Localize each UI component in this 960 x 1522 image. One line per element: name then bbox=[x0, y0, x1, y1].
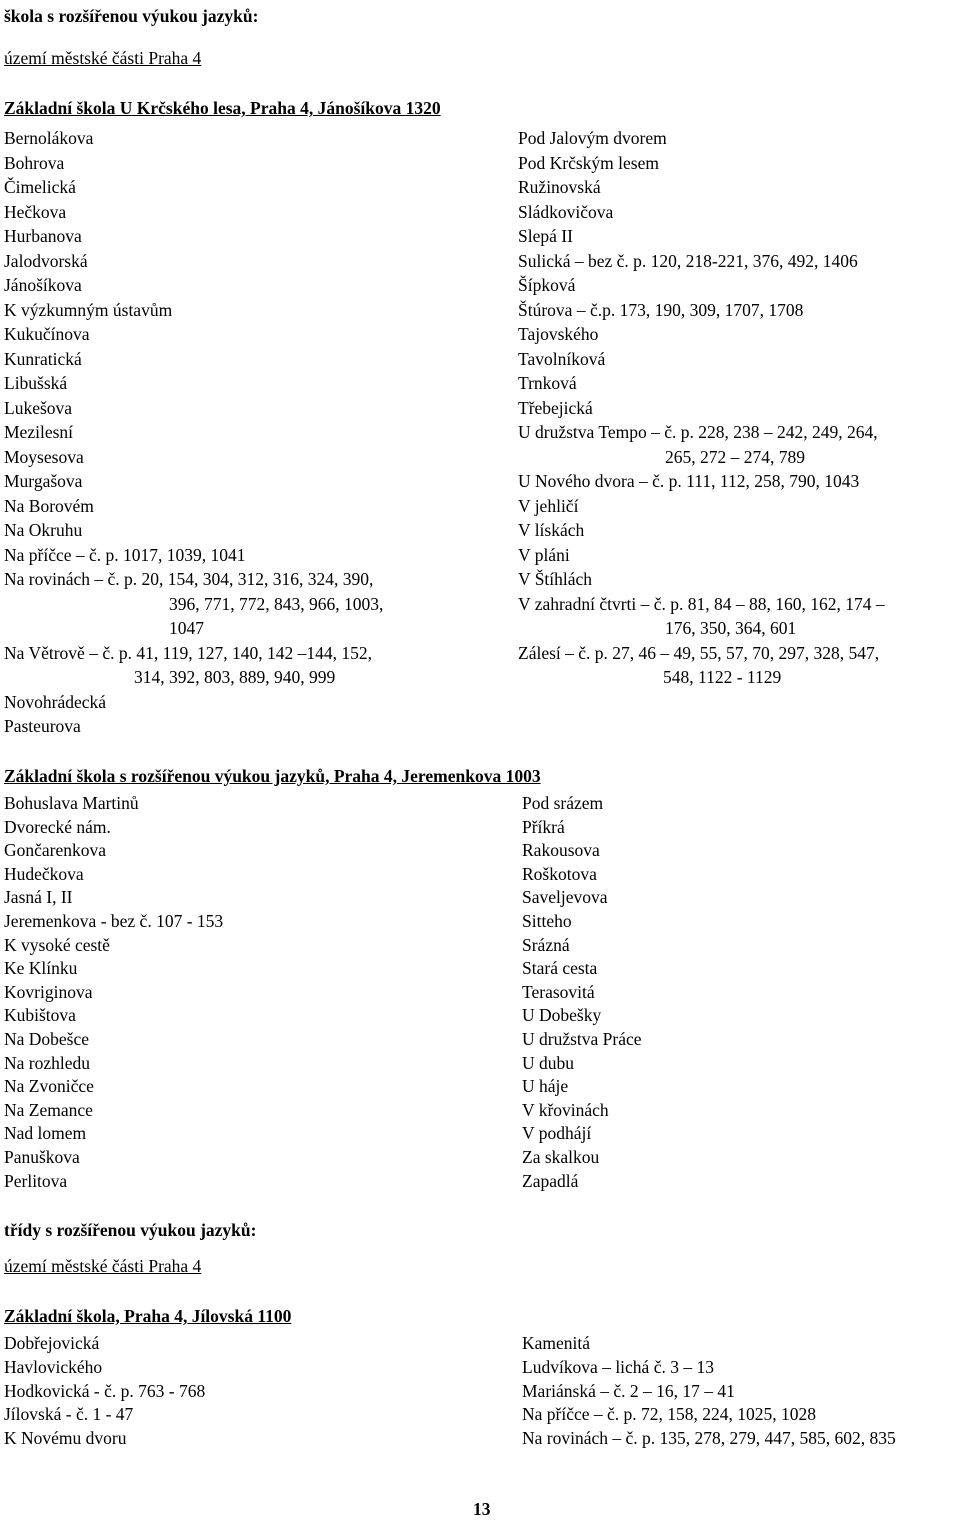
list-item: Jeremenkova - bez č. 107 - 153 bbox=[4, 910, 224, 931]
list-item: Šípková bbox=[518, 275, 576, 295]
list-item: Kovriginova bbox=[4, 981, 93, 1002]
list-item: Sulická – bez č. p. 120, 218-221, 376, 492, 1406 bbox=[518, 250, 858, 271]
list-item: Na rovinách – č. p. 135, 278, 279, 447, 585, 602, 835 bbox=[522, 1428, 896, 1449]
list-item: Hodkovická - č. p. 763 - 768 bbox=[4, 1380, 206, 1401]
list-item: V Štíhlách bbox=[518, 569, 593, 589]
street-list-left bbox=[4, 792, 223, 1193]
list-item: Štúrova – č.p. 173, 190, 309, 1707, 1708 bbox=[518, 299, 804, 320]
list-item: Libušská bbox=[4, 373, 68, 393]
list-item: Na Okruhu bbox=[4, 520, 83, 540]
list-item: Mariánská – č. 2 – 16, 17 – 41 bbox=[522, 1380, 735, 1401]
list-item: K výzkumným ústavům bbox=[4, 299, 173, 320]
list-item: Na příčce – č. p. 72, 158, 224, 1025, 1028 bbox=[522, 1404, 817, 1425]
list-item: Zálesí – č. p. 27, 46 – 49, 55, 57, 70, 297, 328, 547, bbox=[518, 642, 880, 663]
school-title: Základní škola U Krčského lesa, Praha 4, Jánošíkova 1320 bbox=[4, 98, 441, 118]
list-item: Zapadlá bbox=[522, 1170, 579, 1191]
list-item: Na Zvoničce bbox=[4, 1076, 94, 1097]
list-item-continuation: 548, 1122 - 1129 bbox=[663, 667, 782, 687]
list-item: Ke Klínku bbox=[4, 958, 78, 979]
list-item: U Nového dvora – č. p. 111, 112, 258, 790, 1043 bbox=[518, 471, 860, 491]
list-item-continuation: 176, 350, 364, 601 bbox=[665, 618, 797, 638]
list-item: Tavolníková bbox=[518, 348, 606, 369]
list-item: Roškotova bbox=[522, 863, 597, 884]
list-item: Mezilesní bbox=[4, 422, 74, 442]
territory-label: území městské části Praha 4 bbox=[4, 48, 202, 68]
list-item: Slepá II bbox=[518, 226, 573, 246]
list-item: Na rozhledu bbox=[4, 1052, 91, 1073]
list-item: Kukučínova bbox=[4, 324, 90, 344]
list-item: K Novému dvoru bbox=[4, 1428, 127, 1449]
list-item: Terasovitá bbox=[522, 981, 595, 1002]
list-item: V křovinách bbox=[522, 1099, 609, 1120]
list-item: Havlovického bbox=[4, 1356, 103, 1377]
list-item: V podhájí bbox=[522, 1123, 592, 1144]
list-item: V lískách bbox=[518, 520, 585, 540]
list-item: Jalodvorská bbox=[4, 250, 88, 271]
list-item: Čimelická bbox=[4, 177, 76, 197]
list-item: Sládkovičova bbox=[518, 201, 614, 222]
list-item: Bohrova bbox=[4, 152, 65, 173]
list-item: Na příčce – č. p. 1017, 1039, 1041 bbox=[4, 544, 246, 565]
list-item: Stará cesta bbox=[522, 958, 598, 979]
list-item: Na Větrově – č. p. 41, 119, 127, 140, 142 –144, 152, bbox=[4, 642, 372, 663]
list-item-continuation: 265, 272 – 274, 789 bbox=[665, 446, 805, 467]
list-item: Murgašova bbox=[4, 471, 83, 491]
list-item: Sitteho bbox=[522, 910, 572, 931]
list-item: Panuškova bbox=[4, 1146, 80, 1167]
list-item: Příkrá bbox=[522, 816, 565, 837]
street-list-right bbox=[522, 1332, 896, 1451]
street-list-right bbox=[522, 792, 642, 1193]
list-item: V pláni bbox=[518, 544, 570, 565]
school-title: Základní škola s rozšířenou výukou jazyků, Praha 4, Jeremenkova 1003 bbox=[4, 766, 541, 786]
list-item: Pod Krčským lesem bbox=[518, 152, 659, 173]
list-item: U Dobešky bbox=[522, 1005, 602, 1026]
list-item: Ludvíkova – lichá č. 3 – 13 bbox=[522, 1356, 714, 1377]
list-item: Rakousova bbox=[522, 840, 600, 861]
list-item: V zahradní čtvrti – č. p. 81, 84 – 88, 160, 162, 174 – bbox=[518, 593, 885, 614]
list-item: Za skalkou bbox=[522, 1146, 600, 1167]
list-item: Jánošíkova bbox=[4, 275, 82, 295]
list-item: Třebejická bbox=[518, 397, 593, 418]
list-item-continuation: 1047 bbox=[169, 618, 204, 638]
street-list-left bbox=[4, 1332, 205, 1451]
list-item: Saveljevova bbox=[522, 887, 608, 908]
list-item: Pod Jalovým dvorem bbox=[518, 128, 667, 148]
list-item: Lukešova bbox=[4, 397, 73, 418]
list-item: Srázná bbox=[522, 934, 570, 955]
list-item: Tajovského bbox=[518, 324, 599, 344]
list-item: Ružinovská bbox=[518, 177, 601, 197]
list-item: Na rovinách – č. p. 20, 154, 304, 312, 316, 324, 390, bbox=[4, 569, 374, 589]
list-item: Perlitova bbox=[4, 1170, 68, 1191]
list-item: Pasteurova bbox=[4, 716, 81, 736]
list-item: Gončarenkova bbox=[4, 840, 107, 861]
list-item: V jehličí bbox=[518, 495, 579, 516]
list-item: K vysoké cestě bbox=[4, 934, 110, 955]
section-heading: škola s rozšířenou výukou jazyků: bbox=[4, 6, 259, 26]
list-item: Na Dobešce bbox=[4, 1028, 90, 1049]
street-list-right bbox=[518, 126, 885, 690]
list-item: Kunratická bbox=[4, 348, 82, 369]
list-item: Novohrádecká bbox=[4, 691, 107, 712]
street-list-left bbox=[4, 126, 383, 739]
list-item: Moysesova bbox=[4, 446, 84, 467]
territory-label: území městské části Praha 4 bbox=[4, 1256, 202, 1276]
list-item: U družstva Tempo – č. p. 228, 238 – 242, 249, 264, bbox=[518, 422, 878, 442]
section-heading: třídy s rozšířenou výukou jazyků: bbox=[4, 1220, 257, 1240]
list-item: Jílovská - č. 1 - 47 bbox=[4, 1404, 134, 1425]
list-item: U dubu bbox=[522, 1052, 575, 1073]
list-item: Trnková bbox=[518, 373, 577, 393]
list-item: Dvorecké nám. bbox=[4, 816, 111, 837]
list-item: Hudečkova bbox=[4, 863, 84, 884]
page-number: 13 bbox=[473, 1499, 491, 1519]
list-item: U háje bbox=[522, 1076, 569, 1097]
list-item: Nad lomem bbox=[4, 1123, 87, 1144]
list-item: Bohuslava Martinů bbox=[4, 793, 139, 813]
list-item: Dobřejovická bbox=[4, 1333, 100, 1353]
list-item-continuation: 396, 771, 772, 843, 966, 1003, bbox=[169, 593, 384, 614]
list-item-continuation: 314, 392, 803, 889, 940, 999 bbox=[134, 667, 336, 687]
list-item: Bernolákova bbox=[4, 128, 94, 148]
list-item: Jasná I, II bbox=[4, 887, 73, 908]
list-item: Na Zemance bbox=[4, 1099, 93, 1120]
school-title: Základní škola, Praha 4, Jílovská 1100 bbox=[4, 1306, 292, 1326]
list-item: Na Borovém bbox=[4, 495, 94, 516]
list-item: Pod srázem bbox=[522, 793, 604, 813]
list-item: U družstva Práce bbox=[522, 1028, 642, 1049]
list-item: Hečkova bbox=[4, 201, 67, 222]
list-item: Hurbanova bbox=[4, 226, 82, 246]
list-item: Kamenitá bbox=[522, 1333, 591, 1353]
list-item: Kubištova bbox=[4, 1005, 76, 1026]
